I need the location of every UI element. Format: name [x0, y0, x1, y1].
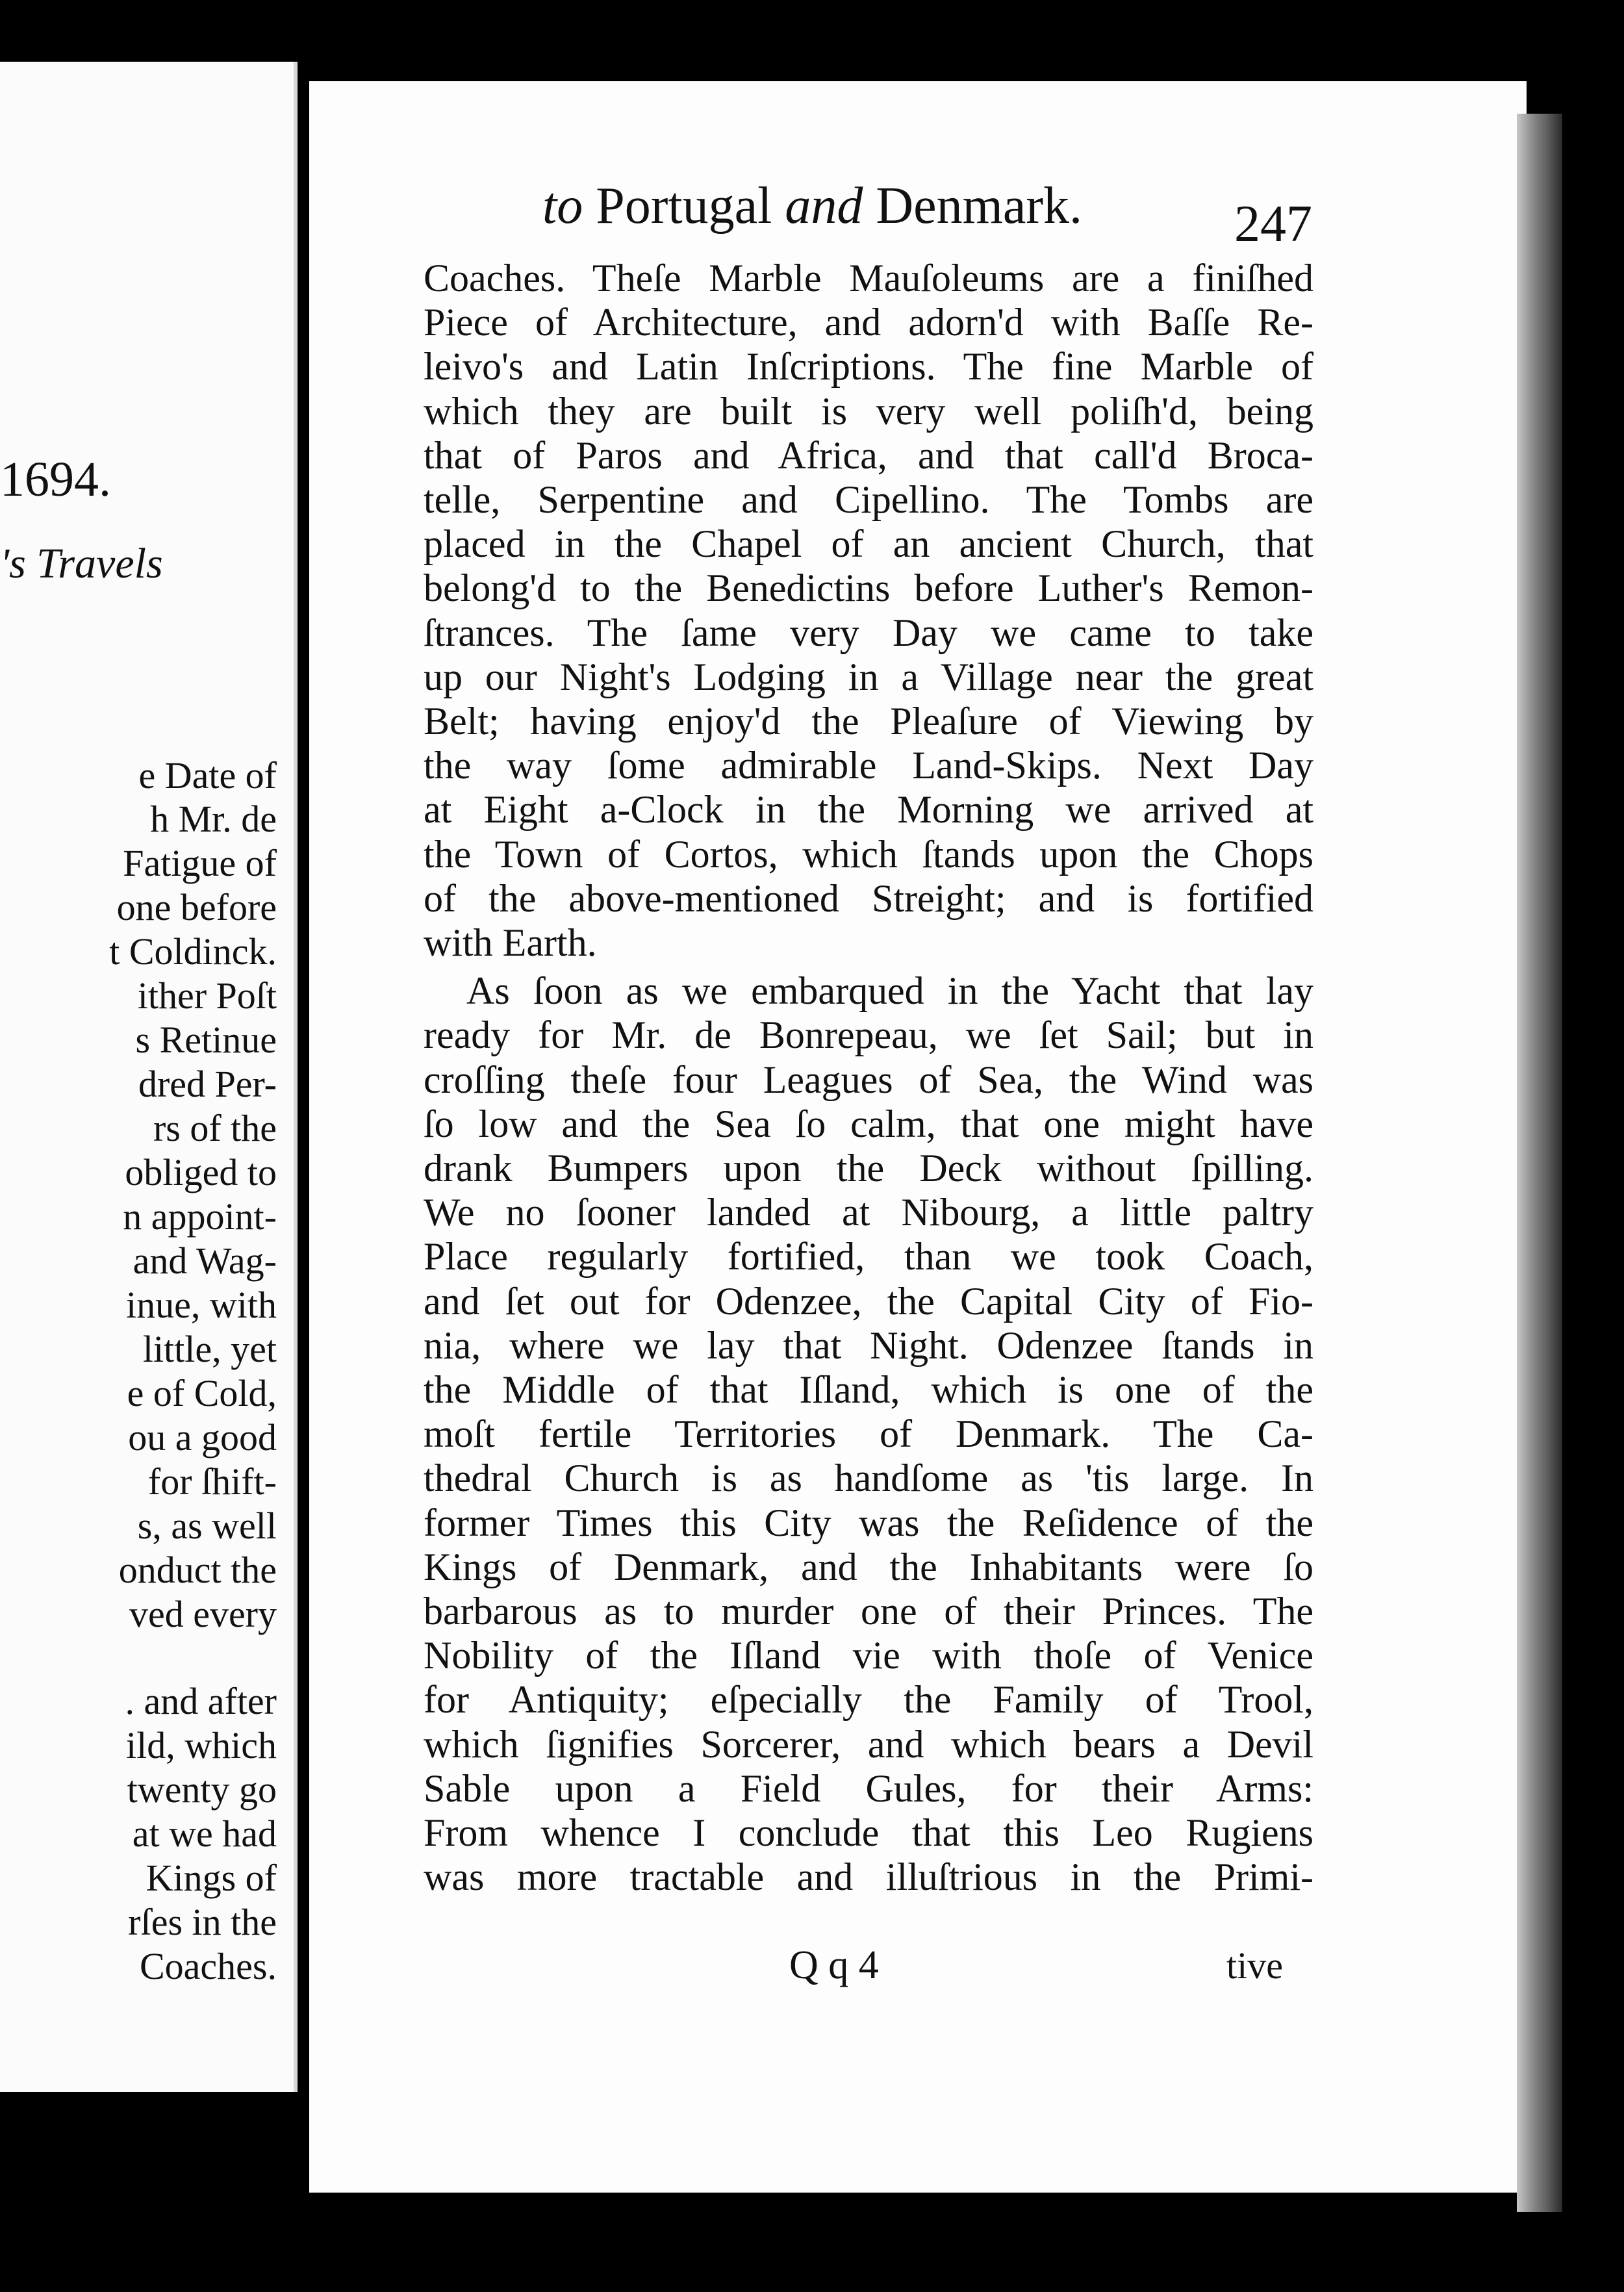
left-page-line: inue, with [126, 1284, 277, 1326]
running-head-to: to [542, 177, 583, 235]
body-text-line: drank Bumpers upon the Deck without ſpilling. [424, 1147, 1313, 1190]
body-text-line: leivo's and Latin Inſcriptions. The fine Marble of [424, 345, 1313, 388]
book-spine-edge [1517, 114, 1562, 2212]
left-page-line: obliged to [125, 1151, 277, 1193]
left-page-line: t Coldinck. [109, 930, 277, 973]
running-head [542, 177, 1082, 236]
body-text-line: former Times this City was the Reſidence of the [424, 1501, 1313, 1544]
left-page-line: ou a good [128, 1416, 277, 1458]
body-text-line: with Earth. [424, 921, 597, 964]
body-text-line: Piece of Architecture, and adorn'd with Baſſe Re- [424, 301, 1313, 344]
left-page-line: Kings of [146, 1857, 277, 1899]
body-text-line: the Town of Cortos, which ſtands upon the Chops [424, 833, 1313, 876]
left-page-line: little, yet [142, 1328, 277, 1370]
body-text-line: thedral Church is as handſome as 'tis large. In [424, 1457, 1313, 1499]
body-text-line: Sable upon a Field Gules, for their Arms: [424, 1767, 1313, 1810]
body-text-line: for Antiquity; eſpecially the Family of Trool, [424, 1678, 1313, 1721]
signature-mark: Q q 4 [789, 1943, 879, 1987]
left-page-line: . and after [125, 1680, 277, 1722]
body-text-line: Kings of Denmark, and the Inhabitants were ſo [424, 1546, 1313, 1588]
left-page-line: rſes in the [128, 1901, 277, 1943]
body-text-line: Belt; having enjoy'd the Pleaſure of Viewing by [424, 700, 1313, 743]
left-page-line: ild, which [126, 1724, 277, 1766]
body-text-line: telle, Serpentine and Cipellino. The Tombs are [424, 478, 1313, 521]
body-text-line: which they are built is very well poliſh'd, being [424, 390, 1313, 433]
body-text-line: the way ſome admirable Land-Skips. Next Day [424, 744, 1313, 787]
body-text-line: moſt fertile Territories of Denmark. The Ca- [424, 1412, 1313, 1455]
left-page-line: e of Cold, [127, 1372, 277, 1414]
running-head-and: and [785, 177, 863, 235]
body-text-line: belong'd to the Benedictins before Luther's Remon- [424, 567, 1313, 609]
left-page-line: h Mr. de [150, 798, 277, 840]
body-text-line: up our Night's Lodging in a Village near the great [424, 656, 1313, 698]
left-page-line: ither Poſt [137, 974, 277, 1017]
body-text-line: was more tractable and illuſtrious in the Primi- [424, 1855, 1313, 1898]
body-text-line: Coaches. Theſe Marble Mauſoleums are a finiſhed [424, 257, 1313, 299]
left-page-line: at we had [132, 1813, 277, 1855]
body-text-line: of the above-mentioned Streight; and is fortified [424, 877, 1313, 920]
body-text-line: Nobility of the Iſland vie with thoſe of Venice [424, 1634, 1313, 1677]
left-page-heading: 's Travels [0, 540, 163, 587]
body-text-line: ſtrances. The ſame very Day we came to take [424, 611, 1313, 654]
body-text-line: the Middle of that Iſland, which is one of the [424, 1368, 1313, 1411]
body-text-line: ſo low and the Sea ſo calm, that one might have [424, 1102, 1313, 1145]
left-page-line: twenty go [127, 1768, 277, 1811]
left-page-line: one before [116, 886, 277, 928]
left-page-line: n appoint- [123, 1195, 277, 1238]
left-page-line: ved every [129, 1593, 277, 1635]
running-head-denmark: Denmark. [863, 177, 1082, 235]
body-text-line: Place regularly fortified, than we took Coach, [424, 1235, 1313, 1278]
body-text-line: at Eight a-Clock in the Morning we arrived at [424, 788, 1313, 831]
page-number: 247 [1234, 196, 1312, 253]
running-head-portugal: Portugal [583, 177, 785, 235]
body-text-line: ready for Mr. de Bonrepeau, we ſet Sail; but in [424, 1013, 1313, 1056]
left-page-line: s Retinue [135, 1019, 277, 1061]
catchword: tive [1226, 1944, 1283, 1987]
left-page-line: onduct the [118, 1549, 277, 1591]
left-facing-page [0, 62, 298, 2092]
left-page-line: dred Per- [138, 1063, 277, 1105]
left-page-line: for ſhift- [147, 1460, 277, 1503]
body-text-line: From whence I conclude that this Leo Rugiens [424, 1811, 1313, 1854]
left-page-line: rs of the [153, 1107, 277, 1149]
body-text-line: that of Paros and Africa, and that call'd Broca- [424, 434, 1313, 477]
left-page-line: and Wag- [133, 1240, 277, 1282]
body-text-line: nia, where we lay that Night. Odenzee ſtands in [424, 1324, 1313, 1367]
left-page-line: s, as well [137, 1505, 277, 1547]
left-page-year: 1694. [0, 452, 111, 507]
body-text-line: which ſignifies Sorcerer, and which bears a Devil [424, 1723, 1313, 1766]
body-text-line: and ſet out for Odenzee, the Capital City of Fio- [424, 1280, 1313, 1323]
body-text-line: barbarous as to murder one of their Princes. The [424, 1590, 1313, 1633]
left-page-line: e Date of [138, 754, 277, 796]
body-text-line: We no ſooner landed at Nibourg, a little paltry [424, 1191, 1313, 1234]
body-text-line: croſſing theſe four Leagues of Sea, the Wind was [424, 1058, 1313, 1101]
body-text-line: As ſoon as we embarqued in the Yacht that lay [466, 969, 1313, 1012]
left-page-line: Fatigue of [123, 842, 277, 884]
body-text-line: placed in the Chapel of an ancient Church, that [424, 522, 1313, 565]
left-page-line: Coaches. [140, 1945, 277, 1987]
